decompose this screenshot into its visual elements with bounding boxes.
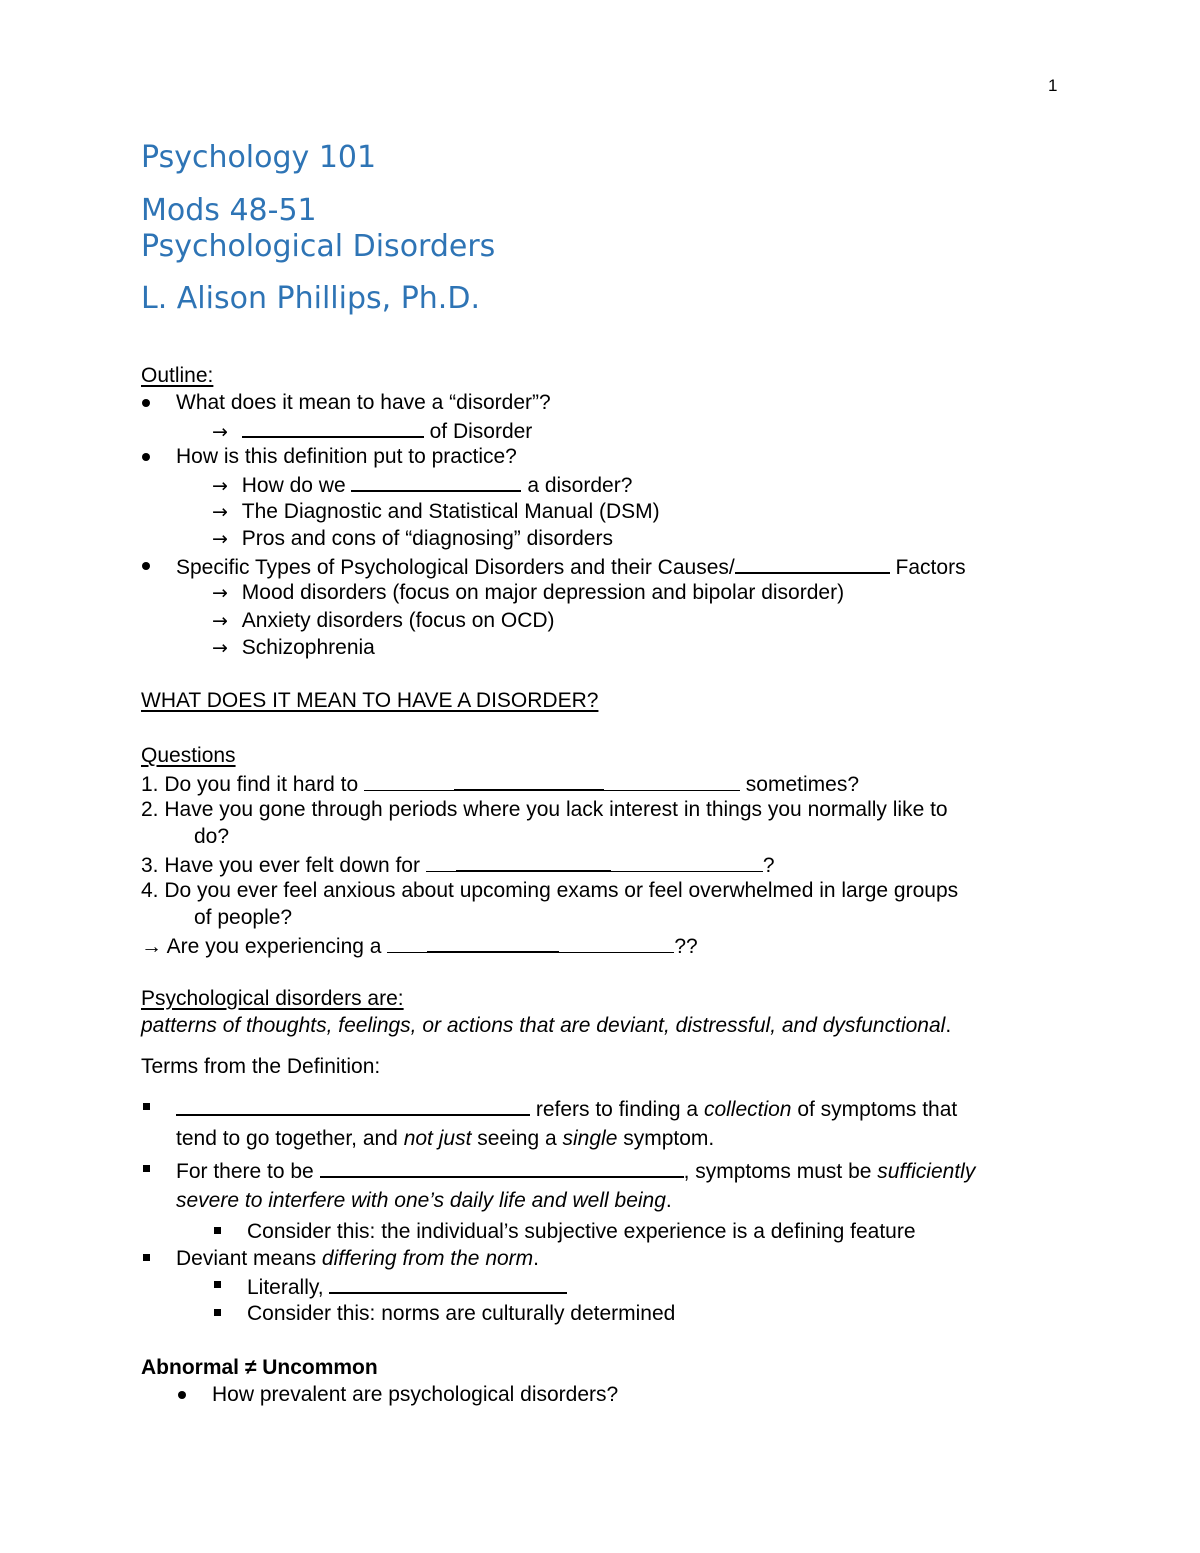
term-text: sufficiently [877,1160,976,1183]
square-bullet-icon [143,1165,150,1172]
term-3-sub-1 [247,1275,567,1298]
question-2-line-2: do? [194,825,230,848]
term-text: of symptoms that [791,1098,958,1121]
outline-subitem-1a [212,419,532,442]
square-bullet-icon [143,1254,150,1261]
question-text: ? [762,854,775,877]
outline-subitem-text: Anxiety disorders (focus on OCD) [241,609,555,632]
definition-heading: Psychological disorders are: [141,987,404,1010]
fill-in-blank [329,1275,567,1294]
fill-in-blank [559,935,674,953]
definition-period: . [945,1014,952,1037]
term-text: seeing a [471,1127,563,1150]
outline-subitem-text: a disorder? [521,474,633,497]
outline-item-2: How is this definition put to practice? [176,445,517,468]
term-3-sub-2: Consider this: norms are culturally determined [247,1302,676,1325]
term-text: For there to be [176,1160,320,1183]
term-text: collection [703,1098,792,1121]
question-1 [141,772,859,795]
term-text: not just [403,1127,472,1150]
term-text: refers to finding a [530,1098,704,1121]
outline-subitem-3c [212,637,375,658]
arrow-icon: → [212,637,228,659]
outline-item-1: What does it mean to have a “disorder”? [176,391,551,414]
square-bullet-icon [214,1309,221,1316]
page-number: 1 [1048,76,1058,95]
fill-in-blank [351,473,521,492]
term-text: Deviant means [176,1247,322,1270]
fill-in-blank [735,555,890,574]
term-text: severe to interfere with one’s daily life and well being [176,1189,666,1212]
term-text: differing from the norm [321,1247,534,1270]
outline-item-text: Factors [889,556,966,579]
outline-subitem-text: Pros and cons of “diagnosing” disorders [241,527,613,550]
term-text: tend to go together, and [176,1127,404,1150]
abnormal-heading: Abnormal ≠ Uncommon [141,1356,378,1379]
outline-subitem-text: How do we [241,474,352,497]
fill-in-blank [176,1097,530,1116]
fill-in-blank [611,854,763,872]
question-4-line-2: of people? [194,906,293,929]
fill-in-blank [454,772,604,791]
question-3 [141,853,775,876]
topic-title: Psychological Disorders [141,229,496,264]
term-text: Literally, [247,1276,330,1299]
square-bullet-icon [143,1103,150,1110]
outline-item-text: Specific Types of Psychological Disorders and their Causes/ [176,556,735,579]
arrow-icon: → [212,421,228,443]
term-text: . [665,1189,672,1212]
fill-in-blank [364,773,454,791]
definition-body: patterns of thoughts, feelings, or actions that are deviant, distressful, and dysfunctional [141,1014,946,1037]
bullet-icon [142,562,150,570]
fill-in-blank [387,935,427,953]
fill-in-blank [426,854,456,872]
bullet-icon [142,399,150,407]
outline-subitem-text: Schizophrenia [241,636,375,659]
outline-heading: Outline: [141,364,214,387]
mods-title: Mods 48-51 [141,193,317,228]
bullet-icon [178,1391,186,1399]
course-title: Psychology 101 [141,140,377,175]
fill-in-blank [604,773,740,791]
term-2-sub: Consider this: the individual’s subjective experience is a defining feature [247,1220,916,1243]
arrow-icon: → [212,475,228,497]
question-text: sometimes? [739,773,860,796]
question-2-line-1: 2. Have you gone through periods where you lack interest in things you normally like to [141,798,948,821]
square-bullet-icon [214,1281,221,1288]
arrow-icon: → [212,610,228,632]
definition-text [141,1015,951,1036]
outline-subitem-2a [212,473,632,496]
term-text: . [533,1247,540,1270]
arrow-icon: → [212,528,228,550]
outline-subitem-2b [212,501,660,522]
question-text: → Are you experiencing a [141,935,388,958]
outline-subitem-text: Mood disorders (focus on major depression and bipolar disorder) [241,581,845,604]
instructor-name: L. Alison Phillips, Ph.D. [141,281,480,316]
term-1-line-1 [176,1097,957,1120]
outline-subitem-2c [212,528,613,549]
outline-subitem-3b [212,610,555,631]
question-text: ?? [674,935,698,958]
term-text: symptom. [617,1127,715,1150]
question-text: 1. Do you find it hard to [141,773,364,796]
term-1-line-2 [176,1128,714,1149]
outline-subitem-text: The Diagnostic and Statistical Manual (DSM) [241,500,660,523]
fill-in-blank [320,1159,684,1178]
terms-heading: Terms from the Definition: [141,1055,381,1078]
question-4-line-1: 4. Do you ever feel anxious about upcoming exams or feel overwhelmed in large groups [141,879,959,902]
term-3 [176,1248,539,1269]
fill-in-blank [427,934,559,953]
arrow-icon: → [212,501,228,523]
square-bullet-icon [214,1227,221,1234]
term-text: , symptoms must be [683,1160,878,1183]
fill-in-blank [242,419,424,438]
fill-in-blank [456,853,611,872]
arrow-icon: → [212,582,228,604]
term-text: single [562,1127,618,1150]
question-text: 3. Have you ever felt down for [141,854,426,877]
outline-subitem-3a [212,582,844,603]
outline-item-3 [176,555,966,578]
term-2-line-2 [176,1190,672,1211]
questions-heading: Questions [141,744,236,767]
term-2-line-1 [176,1159,975,1182]
outline-subitem-text: of Disorder [423,420,533,443]
section-heading: WHAT DOES IT MEAN TO HAVE A DISORDER? [141,689,599,712]
question-5 [141,934,698,957]
bullet-icon [142,453,150,461]
abnormal-item-1: How prevalent are psychological disorders? [212,1383,619,1406]
